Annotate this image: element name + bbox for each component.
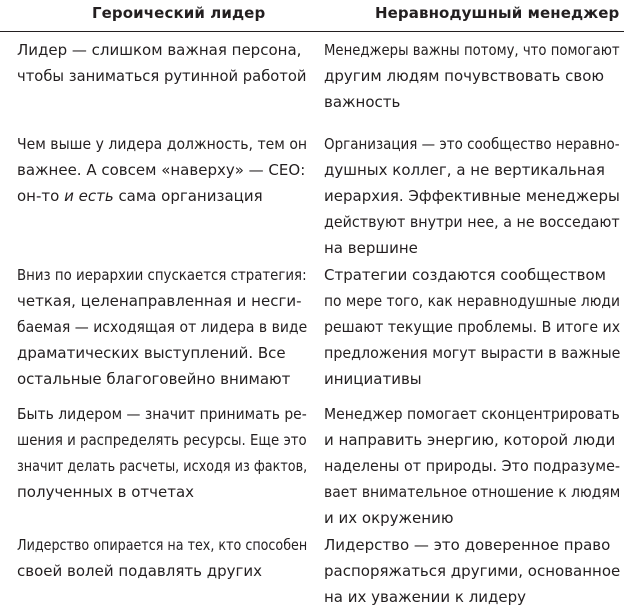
text-line: драматических выступлений. Все (17, 344, 286, 362)
header-caring-manager: Неравнодушный менеджер (375, 4, 620, 22)
text-line: решают текущие проблемы. В итоге их (324, 318, 621, 336)
text-line: Менеджеры важны потому, что помогают (324, 41, 620, 59)
text-line: шения и распределять ресурсы. Еще это (17, 431, 307, 449)
emphasis-text: и есть (64, 187, 114, 205)
text-line: душных коллег, а не вертикальная (324, 161, 605, 179)
leader-cell (17, 401, 307, 505)
text-line: по мере того, как неравнодушные люди (324, 292, 620, 310)
text-line: Стратегии создаются сообществом (324, 266, 606, 284)
text-line: четкая, целенаправленная и несги- (17, 292, 302, 310)
leader-cell (17, 532, 307, 584)
leader-cell (17, 37, 307, 89)
header-heroic-leader: Героический лидер (92, 4, 266, 22)
text-line: важнее. А совсем «наверху» — СЕО: (17, 161, 306, 179)
text-line: Быть лидером — значит принимать ре- (17, 405, 307, 423)
text-line: своей волей подавлять других (17, 562, 262, 580)
text-line: Менеджер помогает сконцентрировать (324, 405, 620, 423)
text-segment: сама организация (113, 187, 263, 205)
text-line: баемая — исходящая от лидера в виде (17, 318, 308, 336)
header-rule (0, 31, 624, 32)
manager-cell (324, 37, 620, 115)
text-line: предложения могут вырасти в важные (324, 344, 621, 362)
text-line: Лидерство — это доверенное право (324, 536, 611, 554)
leader-cell (17, 131, 307, 209)
text-line: инициативы (324, 370, 422, 388)
text-line: и их окружению (324, 509, 454, 527)
text-line: чтобы заниматься рутинной работой (17, 67, 307, 85)
table-header (0, 0, 624, 30)
text-line: вает внимательное отношение к людям (324, 483, 621, 501)
text-line: Лидер — слишком важная персона, (17, 41, 302, 59)
text-line: Вниз по иерархии спускается стратегия: (17, 266, 307, 284)
text-segment: он-то (17, 187, 65, 205)
text-line: распоряжаться другими, основанное (324, 562, 621, 580)
text-line: остальные благоговейно внимают (17, 370, 291, 388)
manager-cell (324, 401, 620, 531)
text-line: Чем выше у лидера должность, тем он (17, 135, 308, 153)
text-line: и направить энергию, которой люди (324, 431, 616, 449)
text-line: действуют внутри нее, а не восседают (324, 213, 620, 231)
text-line: Лидерство опирается на тех, кто способен (17, 536, 308, 554)
manager-cell (324, 131, 620, 261)
text-line: на их уважении к лидеру (324, 588, 527, 606)
text-line (17, 183, 307, 209)
manager-cell (324, 532, 620, 610)
text-line: значит делать расчеты, исходя из фактов, (17, 457, 308, 475)
text-line: Организация — это сообщество неравно- (324, 135, 620, 153)
leader-cell (17, 262, 307, 392)
manager-cell (324, 262, 620, 392)
text-line: полученных в отчетах (17, 483, 195, 501)
text-line: на вершине (324, 239, 418, 257)
text-line: иерархия. Эффективные менеджеры (324, 187, 620, 205)
text-line: другим людям почувствовать свою (324, 67, 605, 85)
text-line: важность (324, 93, 401, 111)
text-line: наделены от природы. Это подразуме- (324, 457, 621, 475)
